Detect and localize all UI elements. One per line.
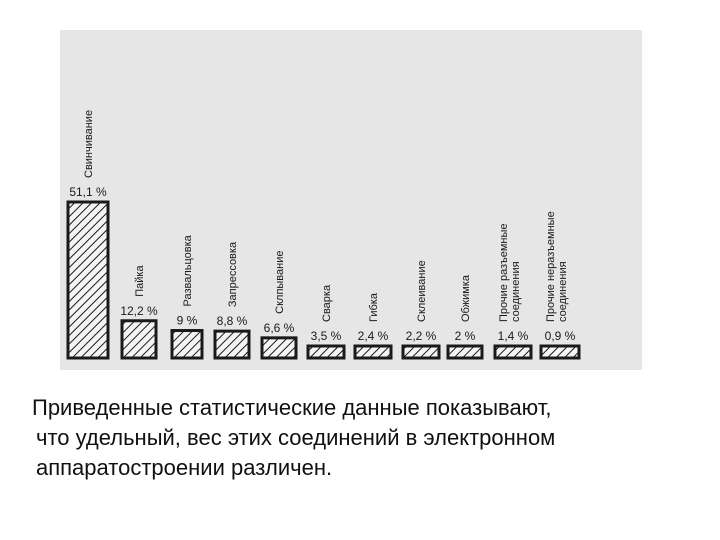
bar (215, 331, 249, 358)
category-label (321, 284, 333, 322)
category-label-line: Сварка (321, 284, 333, 322)
category-label-line: Обжимка (460, 275, 472, 322)
value-label: 2,2 % (405, 329, 437, 343)
value-label: 1,4 % (497, 329, 529, 343)
category-label-line: Развальцовка (182, 235, 194, 307)
bar (541, 346, 579, 358)
category-label-line: Склеивание (416, 260, 428, 322)
bar (68, 202, 108, 358)
category-label (83, 110, 95, 178)
bar (262, 338, 296, 358)
bar (448, 346, 482, 358)
bar (122, 321, 156, 358)
category-label (460, 274, 472, 322)
category-label (227, 241, 239, 307)
value-label: 8,8 % (216, 314, 248, 329)
bar (172, 331, 202, 358)
category-label-line: Пайка (134, 265, 146, 297)
caption-line-1: Приведенные статистические данные показывают, (32, 395, 552, 420)
category-label (368, 292, 380, 322)
value-label: 6,6 % (263, 320, 295, 335)
category-label-line: соединения (557, 261, 569, 322)
caption-line-3: аппаратостроении различен. (36, 455, 333, 480)
category-label-line: Прочие разъемные (498, 223, 510, 322)
category-label-line: Склпывание (274, 250, 286, 314)
caption (30, 393, 710, 483)
category-label-line: Свинчивание (83, 109, 95, 178)
bar (495, 346, 531, 358)
bar (403, 346, 439, 358)
value-label: 2 % (454, 329, 476, 343)
category-label (274, 251, 286, 314)
category-label (416, 260, 428, 322)
value-label: 3,5 % (310, 329, 342, 343)
category-label-line: Прочие неразъемные (545, 211, 557, 322)
value-label: 12,2 % (120, 303, 158, 318)
bar-chart (60, 30, 642, 370)
category-label-line: Запрессовка (227, 241, 239, 308)
category-label-line: соединения (510, 261, 522, 322)
category-label (182, 234, 194, 306)
category-label-line: Гибка (368, 293, 380, 322)
bar (308, 346, 344, 358)
value-label: 0,9 % (544, 329, 576, 343)
category-label (134, 265, 146, 297)
value-label: 2,4 % (357, 329, 389, 343)
value-label: 9 % (176, 313, 198, 328)
value-label: 51,1 % (69, 185, 107, 199)
caption-line-2: что удельный, вес этих соединений в электронном (36, 425, 556, 450)
bar (355, 346, 391, 358)
